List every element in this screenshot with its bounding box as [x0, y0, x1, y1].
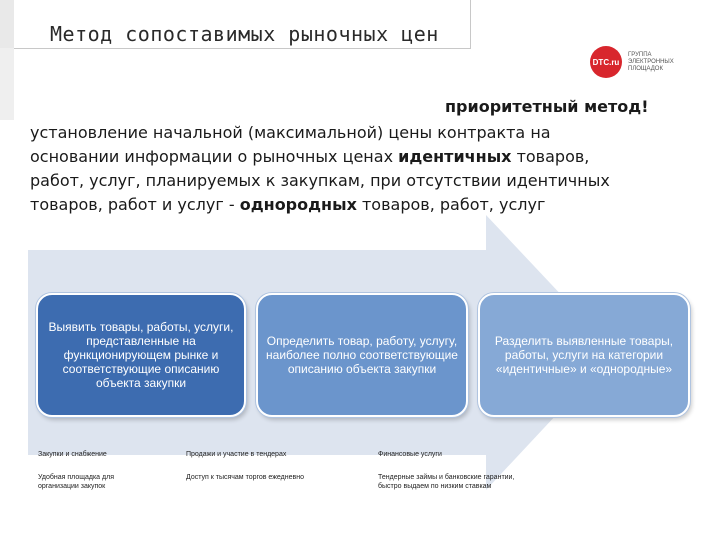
footer-text: Доступ к тысячам торгов ежедневно: [186, 474, 304, 481]
logo-badge-text: DTC.ru: [592, 57, 620, 67]
method-definition: [30, 121, 710, 217]
footer-column-purchasing: [38, 450, 114, 491]
footer-heading: Закупки и снабжение: [38, 451, 107, 458]
step-card-determine: [256, 293, 468, 417]
footer-column-finance: [378, 450, 514, 491]
step-card-categorize: [478, 293, 690, 417]
definition-emphasis: однородных: [239, 195, 357, 214]
footer-text: Тендерные займы и банковские гарантии,: [378, 474, 515, 481]
definition-line: работ, услуг, планируемых к закупкам, при отсутствии идентичных: [30, 171, 610, 190]
definition-text: основании информации о рыночных ценах: [30, 147, 399, 166]
logo-caption-line: ГРУППА: [628, 51, 652, 58]
footer-text: Удобная площадка для: [38, 474, 114, 481]
step-text: Разделить выявленные товары, работы, услуги на категории «идентичные» и «однородные»: [494, 334, 674, 376]
footer-text: быстро выдаем по низким ставкам: [378, 483, 492, 490]
footer-heading: Продажи и участие в тендерах: [186, 451, 287, 458]
step-card-identify: [36, 293, 246, 417]
definition-text: товаров, работ и услуг -: [30, 195, 240, 214]
definition-line: [30, 193, 710, 217]
definition-text: товаров,: [511, 147, 590, 166]
footer-column-sales: [186, 450, 304, 482]
definition-emphasis: идентичных: [398, 147, 512, 166]
step-text: Определить товар, работу, услугу, наиболее полно соответствующие описанию объекта закупки: [266, 334, 458, 376]
page-title: Метод сопоставимых рыночных цен: [50, 22, 439, 46]
logo-caption-line: ЭЛЕКТРОННЫХ: [628, 58, 674, 65]
definition-text: товаров, работ, услуг: [356, 195, 546, 214]
priority-note: приоритетный метод!: [445, 97, 649, 116]
logo-caption-line: ПЛОЩАДОК: [628, 65, 663, 72]
definition-line: установление начальной (максимальной) цены контракта на: [30, 123, 551, 142]
footer-heading: Финансовые услуги: [378, 451, 442, 458]
step-text: Выявить товары, работы, услуги, представленные на функционирующем рынке и соответствующие описанию объекта закупки: [48, 320, 234, 390]
footer-text: организации закупок: [38, 483, 106, 490]
definition-line: [30, 145, 710, 169]
